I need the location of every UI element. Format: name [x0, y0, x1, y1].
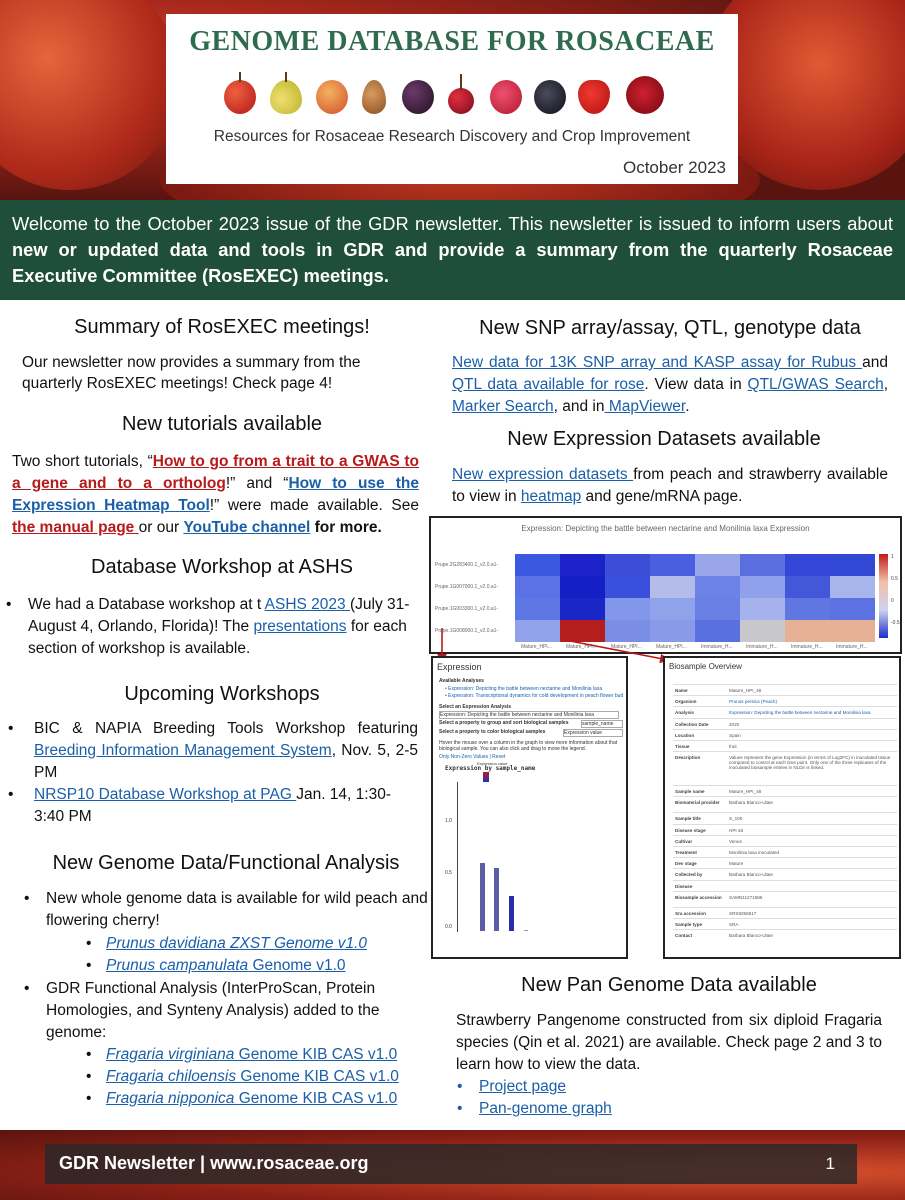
biosample-row — [673, 918, 897, 929]
biosample-key: Tissue — [675, 744, 690, 749]
page-number: 1 — [825, 1154, 835, 1173]
biosample-value: 2020 — [729, 721, 740, 727]
colorbar-label: 0 — [891, 598, 894, 604]
footer-text: GDR Newsletter | www.rosaceae.org — [59, 1153, 369, 1173]
bims-link[interactable]: Breeding Information Management System — [34, 742, 332, 759]
biosample-key: Sample name — [675, 789, 705, 795]
trait-to-gwas-link[interactable]: How to go from a trait to a GWAS to a gene and to a ortholog — [12, 453, 419, 492]
genome-sub-chiloensis: • Fragaria chiloensis Genome KIB CAS v1.0 — [86, 1068, 399, 1085]
youtube-channel-link[interactable]: YouTube channel — [183, 519, 311, 536]
biosample-key: Dev stage — [675, 861, 697, 867]
biosample-title: Biosample Overview — [669, 662, 742, 671]
genome-sub-campanulata: • Prunus campanulata Genome v1.0 — [86, 957, 346, 974]
biosample-value: Barbara Blanco-Ulate — [729, 933, 773, 939]
heatmap-col-label: Mature_HPI... — [566, 644, 597, 650]
biosample-value: Mature_HPI_48 — [729, 789, 762, 795]
expression-heading: New Expression Datasets available — [507, 428, 821, 450]
heatmap-col-label: Mature_HPI... — [656, 644, 687, 650]
heatmap-row-label: Prupe.1G007000.1_v2.0.a1- — [435, 584, 499, 590]
heatmap-col-label: Immature_H... — [701, 644, 733, 650]
biosample-key: Sra accession — [675, 910, 706, 916]
upcoming-heading: Upcoming Workshops — [124, 683, 320, 705]
heatmap-col-label: Immature_H... — [836, 644, 868, 650]
pan-heading: New Pan Genome Data available — [521, 974, 817, 996]
biosample-value: SRS8256817 — [729, 910, 757, 916]
heatmap-tool-link[interactable]: How to use the Expression Heatmap Tool — [12, 475, 419, 514]
analysis-link-2[interactable]: • Expression: Transcriptional dynamics for cold development in peach flower bud — [445, 693, 624, 699]
biosample-value: Barbara Blanco-Ulate — [729, 872, 773, 878]
mapviewer-link[interactable]: MapViewer — [604, 398, 686, 415]
upcoming-item-pag: • NRSP10 Database Workshop at PAG Jan. 14, 1:30-3:40 PM — [8, 786, 391, 825]
heatmap-col-label: Immature_H... — [791, 644, 823, 650]
biosample-panel-screenshot — [663, 656, 901, 959]
biosample-value: Expression: Depicting the battle between nectarine and Monilinia laxa — [729, 710, 871, 716]
biosample-row — [673, 846, 897, 857]
biosample-value: Barbara Blanco-Ulate — [729, 800, 773, 806]
analysis-select[interactable]: Expression: Depicting the battle between nectarine and Monilinia laxa — [439, 711, 619, 719]
biosample-value: Monilinia laxa inoculated — [729, 850, 780, 855]
welcome-text: Welcome to the October 2023 issue of the GDR newsletter. This newsletter is issued to inform users about — [12, 213, 893, 234]
pan-item-graph: • Pan-genome graph — [457, 1100, 612, 1117]
biosample-key: Location — [675, 732, 695, 738]
color-select[interactable]: Expression value — [563, 729, 623, 737]
biosample-row — [673, 695, 897, 706]
chart-bar — [509, 896, 514, 931]
colorbar-label: 1 — [891, 554, 894, 560]
heatmap-row-label: Prupe.1G003300.1_v2.0.a1- — [435, 606, 499, 612]
biosample-key: Analysis — [675, 710, 694, 716]
manual-page-link[interactable]: the manual page — [12, 519, 139, 536]
tutorials-body: Two short tutorials, “How to go from a trait to a GWAS to a gene and to a ortholog!” and “How to use the Expression Heatmap Tool!” were made available. See the manual page or our YouTube channel for more. — [12, 453, 420, 536]
marker-search-link[interactable]: Marker Search — [452, 398, 554, 415]
workshop-heading: Database Workshop at ASHS — [91, 556, 353, 578]
biosample-row — [673, 796, 897, 812]
colorbar-label: -0.5 — [891, 620, 900, 626]
genome-sub-virginiana: • Fragaria virginiana Genome KIB CAS v1.0 — [86, 1046, 398, 1063]
biosample-value: fruit — [729, 744, 737, 749]
genome-sub-davidiana: • Prunus davidiana ZXST Genome v1.0 — [86, 935, 368, 952]
analysis-link-1[interactable]: • Expression: Depicting the battle between nectarine and Monilinia laxa — [445, 686, 603, 692]
biosample-value: S_100 — [729, 816, 743, 822]
heatmap-col-label: Mature_HPI... — [611, 644, 642, 650]
snp-heading: New SNP array/assay, QTL, genotype data — [479, 317, 861, 339]
biosample-row — [673, 835, 897, 846]
rubus-snp-link[interactable]: New data for 13K SNP array and KASP assay for Rubus — [452, 354, 863, 371]
issue-date: October 2023 — [622, 158, 726, 177]
expression-body: New expression datasets from peach and strawberry available to view in heatmap and gene/mRNA page. — [452, 466, 888, 505]
biosample-key: Name — [675, 688, 688, 693]
biosample-key: Collection Date — [675, 721, 709, 727]
biosample-key: Treatment — [675, 850, 697, 855]
biosample-value: Mature_HPI_48 — [729, 688, 762, 693]
biosample-key: Collected by — [675, 872, 703, 878]
heatmap-col-label: Mature_HPI... — [521, 644, 552, 650]
upcoming-item-bims: • BIC & NAPIA Breeding Tools Workshop featuring Breeding Information Management System, Nov. 5, 2-5 PM — [8, 720, 418, 781]
biosample-value: Prunus persica (Peach) — [729, 699, 778, 705]
biosample-row — [673, 684, 897, 695]
chart-bar — [480, 863, 485, 931]
virginiana-link[interactable]: Fragaria virginiana — [106, 1046, 235, 1063]
chiloensis-link[interactable]: Fragaria chiloensis — [106, 1068, 237, 1085]
biosample-key: Disease — [675, 883, 693, 889]
pan-item-project: • Project page — [457, 1078, 567, 1095]
biosample-row — [673, 706, 897, 717]
biosample-value: Spain — [729, 732, 741, 738]
nrsp10-pag-link[interactable]: NRSP10 Database Workshop at PAG — [34, 786, 297, 803]
newsletter-title: GENOME DATABASE FOR ROSACEAE — [189, 26, 715, 57]
heatmap-link[interactable]: heatmap — [520, 488, 582, 505]
biosample-row — [673, 718, 897, 729]
chart-bar — [524, 930, 528, 931]
campanulata-link[interactable]: Prunus campanulata — [106, 957, 249, 974]
biosample-key: Disease stage — [675, 827, 706, 833]
biosample-row — [673, 785, 897, 796]
expression-panel-title: Expression — [437, 662, 482, 672]
biosample-key: Organism — [675, 699, 697, 705]
ashs-2023-link[interactable]: ASHS 2023 — [264, 596, 350, 613]
project-page-link[interactable]: Project page — [479, 1078, 567, 1095]
biosample-key: Description — [675, 755, 701, 761]
colorbar-label: 0.5 — [891, 576, 898, 582]
biosample-row — [673, 812, 897, 823]
biosample-value: SAMN11271586 — [729, 894, 763, 900]
heatmap-row-label: Prupe.1G008000.1_v2.0.a1- — [435, 628, 499, 634]
heatmap-row-label: Prupe.2G283400.1_v2.0.a1- — [435, 562, 499, 568]
biosample-key: Biomaterial provider — [675, 800, 720, 806]
genome-heading: New Genome Data/Functional Analysis — [52, 852, 400, 874]
expression-panel-screenshot: Expression Available Analyses • Expression: Depicting the battle between nectarine and Monilinia laxa • Expression: Transcriptional dynamics for cold development in peach flower bud Select an Expression Analysis Expression: Depicting the battle between nectarine and Monilinia laxa Select a property to group and sort biological samples sample_name Select a property to color biological samples Expression value Hover the mouse over a column in the graph to view more information about that biological sample. You can also click and drag to move the legend. Only Non-Zero Values | Reset Expression by sample_name Expression value 1.0 0.5 0.0 — [431, 656, 628, 959]
biosample-row — [673, 880, 897, 891]
biosample-row — [673, 929, 897, 940]
qtl-gwas-search-link[interactable]: QTL/GWAS Search — [747, 376, 884, 393]
biosample-key: Contact — [675, 933, 693, 939]
biosample-row — [673, 729, 897, 740]
biosample-value: SRA — [729, 922, 739, 927]
footer-bar — [45, 1144, 857, 1184]
welcome-bold-text: new or updated data and tools in GDR and provide a summary from the quarterly Rosaceae Executive Committee (RosEXEC) meetings. — [12, 239, 893, 286]
workshop-item: • We had a Database workshop at t ASHS 2023 (July 31-August 4, Orlando, Florida)! The presentations for each section of workshop is available. — [6, 596, 410, 657]
legend-swatch — [483, 772, 489, 782]
genome-sub-nipponica: • Fragaria nipponica Genome KIB CAS v1.0 — [86, 1090, 398, 1107]
biosample-value: Values represent the gene Expression (in terms of Log2FC) in inoculated tissue compared to control at each time point. Only one of the three replicates of the inoculated biosample entries in NLDir is linked. — [729, 755, 891, 771]
heatmap-col-label: Immature_H... — [746, 644, 778, 650]
chart-bar — [494, 868, 499, 931]
rosexec-heading: Summary of RosEXEC meetings! — [74, 316, 370, 338]
newsletter-subtitle: Resources for Rosaceae Research Discovery and Crop Improvement — [213, 128, 691, 145]
biosample-row — [673, 868, 897, 879]
rose-qtl-link[interactable]: QTL data available for rose — [452, 376, 645, 393]
biosample-value: HPI 48 — [729, 827, 744, 833]
biosample-key: Biosample accession — [675, 894, 722, 900]
biosample-row — [673, 824, 897, 835]
biosample-key: Sample type — [675, 922, 703, 927]
pan-genome-graph-link[interactable]: Pan-genome graph — [479, 1100, 612, 1117]
biosample-row — [673, 891, 897, 907]
biosample-row — [673, 857, 897, 868]
nonzero-reset-links[interactable]: Only Non-Zero Values | Reset — [439, 754, 506, 760]
nipponica-link[interactable]: Fragaria nipponica — [106, 1090, 235, 1107]
expression-datasets-link[interactable]: New expression datasets — [452, 466, 634, 483]
davidiana-link[interactable]: Prunus davidiana ZXST Genome v1.0 — [106, 935, 368, 952]
biosample-value: Mature — [729, 861, 744, 867]
biosample-key: Sample title — [675, 816, 701, 822]
biosample-key: Cultivar — [675, 838, 693, 844]
biosample-row — [673, 907, 897, 918]
biosample-row — [673, 740, 897, 751]
biosample-value: Venus — [729, 838, 742, 844]
biosample-row — [673, 751, 897, 785]
genome-item-functional: • GDR Functional Analysis (InterProScan, Protein Homologies, and Synteny Analysis) added to the genome: — [24, 980, 380, 1041]
presentations-link[interactable]: presentations — [253, 618, 347, 635]
snp-body: New data for 13K SNP array and KASP assay for Rubus and QTL data available for rose. View data in QTL/GWAS Search, Marker Search, and in MapViewer. — [452, 354, 889, 415]
heatmap-title: Expression: Depicting the battle between nectarine and Monilinia laxa Expression — [521, 524, 810, 533]
pan-body: Strawberry Pangenome constructed from six diploid Fragaria species (Qin et al. 2021) are available. Check page 2 and 3 to learn how to view the data. — [456, 1012, 882, 1073]
y-axis — [457, 782, 458, 932]
tutorials-heading: New tutorials available — [121, 413, 323, 435]
genome-item-wild: • New whole genome data is available for wild peach and flowering cherry! — [24, 890, 428, 929]
group-select[interactable]: sample_name — [581, 720, 623, 728]
rosexec-body: Our newsletter now provides a summary from the quarterly RosEXEC meetings! Check page 4! — [22, 354, 361, 392]
